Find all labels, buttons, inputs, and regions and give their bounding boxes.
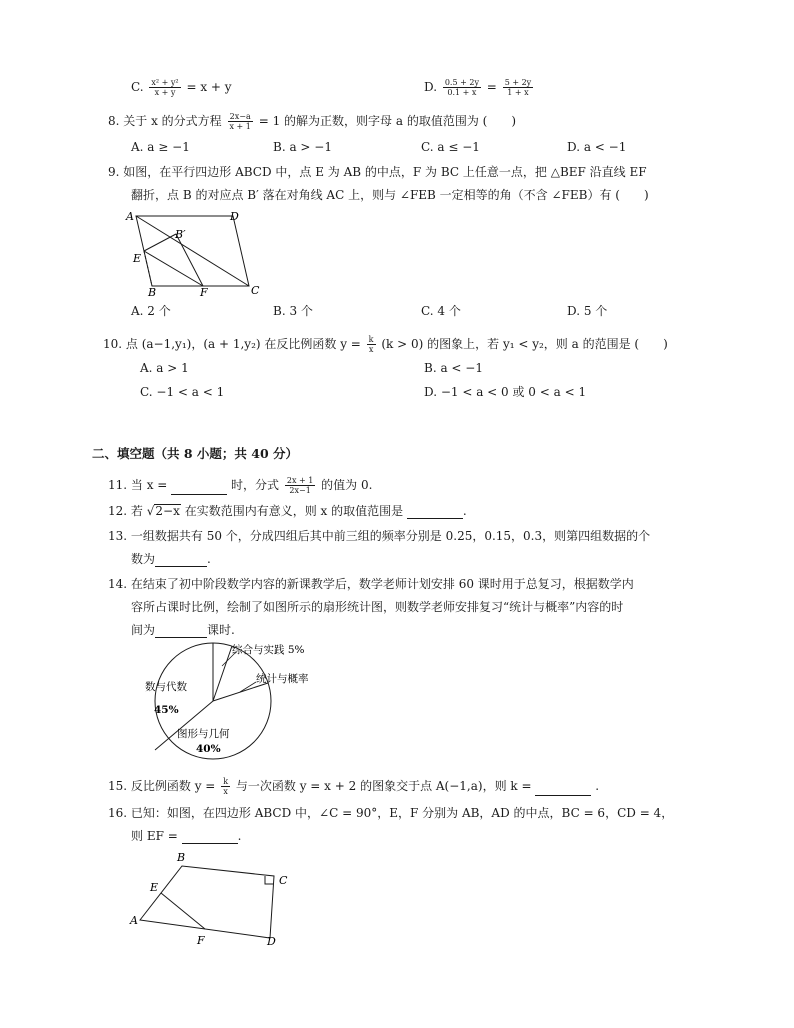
pie-label-stats: 统计与概率 xyxy=(256,673,309,685)
pie-label-algebra: 数与代数 xyxy=(145,681,187,693)
stem-text: 课时. xyxy=(207,623,235,637)
fig-label-f: F xyxy=(200,286,208,298)
denominator: x xyxy=(223,787,228,796)
answer-blank[interactable] xyxy=(535,783,591,796)
fig-label-a: A xyxy=(130,914,138,927)
denominator: x + y xyxy=(154,88,176,97)
fraction xyxy=(221,777,230,796)
stem-text: 间为 xyxy=(131,623,156,637)
answer-blank[interactable] xyxy=(155,625,207,638)
stem-text: . xyxy=(462,504,467,518)
stem-text: 与一次函数 y = x + 2 的图象交于点 A(−1,a)，则 k = xyxy=(235,779,532,793)
denominator: 2x−1 xyxy=(289,486,311,495)
q9-option-b: B. 3 个 xyxy=(273,304,313,318)
answer-blank[interactable] xyxy=(182,831,238,844)
sqrt-symbol: √ xyxy=(146,504,155,518)
fraction xyxy=(285,476,315,495)
fraction xyxy=(149,78,180,97)
stem-text: 时，分式 xyxy=(231,478,280,492)
fig-label-e: E xyxy=(133,252,142,265)
q9-parallelogram-figure xyxy=(118,206,278,298)
fig-label-b-prime: B′ xyxy=(175,228,186,241)
denominator: x + 1 xyxy=(229,122,251,131)
fraction xyxy=(367,335,376,354)
stem-text: 的值为 0. xyxy=(321,478,373,492)
stem-text: 则 EF = xyxy=(131,829,178,843)
fig-label-f: F xyxy=(197,934,205,947)
fraction xyxy=(228,112,253,131)
fig-label-d: D xyxy=(230,210,239,223)
numerator: k xyxy=(368,335,374,344)
fig-label-b: B xyxy=(148,286,157,298)
q10-option-c: C. −1 < a < 1 xyxy=(140,385,225,399)
q9-option-a: A. 2 个 xyxy=(131,304,171,318)
q8-option-c: C. a ≤ −1 xyxy=(421,140,480,154)
pie-pct-algebra: 45% xyxy=(154,704,179,716)
q10-option-a: A. a > 1 xyxy=(140,361,189,375)
fig-label-b: B xyxy=(177,851,186,864)
q10-option-d: D. −1 < a < 0 或 0 < a < 1 xyxy=(424,385,587,399)
fig-label-a: A xyxy=(126,210,134,223)
q12-stem xyxy=(108,503,467,519)
answer-blank[interactable] xyxy=(171,482,227,495)
q8-option-b: B. a > −1 xyxy=(273,140,332,154)
stem-text: 12. 若 xyxy=(108,504,143,518)
stem-text: 数为 xyxy=(131,552,156,566)
sqrt-radicand: 2−x xyxy=(155,504,180,518)
q8-stem xyxy=(108,112,516,131)
fig-label-c: C xyxy=(251,284,260,297)
stem-text: 10. 点 (a−1,y₁)，(a + 1,y₂) 在反比例函数 y = xyxy=(103,337,361,351)
numerator: x² + y² xyxy=(151,78,179,87)
stem-text: 11. 当 x = xyxy=(108,478,168,492)
equals-sign: = xyxy=(486,80,497,94)
numerator: 2x + 1 xyxy=(286,476,314,485)
q10-stem xyxy=(103,335,668,354)
q14-stem-line1: 14. 在结束了初中阶段数学内容的新课教学后，数学老师计划安排 60 课时用于总复习，根据数学内 xyxy=(108,577,634,591)
q15-stem xyxy=(108,777,599,796)
option-label: D. xyxy=(424,80,438,94)
denominator: 0.1 + x xyxy=(447,88,477,97)
right-angle-mark xyxy=(265,876,273,884)
q16-stem-line1: 16. 已知：如图，在四边形 ABCD 中，∠C = 90°，E，F 分别为 AB，AD 的中点，BC = 6，CD = 4， xyxy=(108,806,674,820)
q16-stem-line2 xyxy=(131,828,241,844)
numerator: 2x−a xyxy=(228,112,253,122)
numerator: k xyxy=(223,777,229,786)
q8-option-d: D. a < −1 xyxy=(567,140,627,154)
q9-option-c: C. 4 个 xyxy=(421,304,461,318)
stem-text: (k > 0) 的图象上，若 y₁ < y₂，则 a 的范围是 ( ) xyxy=(381,337,668,351)
fig-label-d: D xyxy=(267,935,276,948)
q11-stem xyxy=(108,476,372,495)
answer-blank[interactable] xyxy=(407,506,463,519)
q9-stem-line1: 9. 如图，在平行四边形 ABCD 中，点 E 为 AB 的中点，F 为 BC 上任意一点，把 △BEF 沿直线 EF xyxy=(108,165,647,179)
option-label: C. xyxy=(131,80,144,94)
q8-option-a: A. a ≥ −1 xyxy=(131,140,190,154)
stem-text: 8. 关于 x 的分式方程 xyxy=(108,114,222,128)
q16-quadrilateral-figure xyxy=(128,848,298,948)
answer-blank[interactable] xyxy=(155,554,207,567)
numerator: 0.5 + 2y xyxy=(444,78,479,87)
q14-pie-chart xyxy=(136,640,346,762)
stem-text: . xyxy=(595,779,600,793)
pie-label-geometry: 图形与几何 xyxy=(177,728,230,740)
fraction xyxy=(443,78,481,97)
stem-text: . xyxy=(237,829,242,843)
q13-stem-line1: 13. 一组数据共有 50 个，分成四组后其中前三组的频率分别是 0.25，0.15，0.3，则第四组数据的个 xyxy=(108,529,651,543)
pie-label-practice: 综合与实践 5% xyxy=(232,644,305,656)
q10-option-b: B. a < −1 xyxy=(424,361,483,375)
quadrilateral xyxy=(140,866,274,938)
q7-option-d xyxy=(424,78,535,97)
q14-stem-line2: 容所占课时比例，绘制了如图所示的扇形统计图，则数学老师安排复习“统计与概率”内容的时 xyxy=(131,600,624,614)
q7-option-c xyxy=(131,78,232,97)
stem-text: . xyxy=(207,552,211,566)
pie-pct-geometry: 40% xyxy=(196,743,221,755)
numerator: 5 + 2y xyxy=(504,78,532,87)
fig-label-c: C xyxy=(279,874,288,887)
denominator: x xyxy=(368,345,374,354)
q14-stem-line3 xyxy=(131,622,235,638)
stem-text: = 1 的解为正数，则字母 a 的取值范围为 ( ) xyxy=(258,114,516,128)
stem-text: 15. 反比例函数 y = xyxy=(108,779,216,793)
section-heading: 二、填空题（共 8 小题；共 40 分） xyxy=(92,446,299,461)
q13-stem-line2 xyxy=(131,551,211,567)
denominator: 1 + x xyxy=(507,88,529,97)
equation-rhs: = x + y xyxy=(186,80,232,94)
fig-label-e: E xyxy=(150,881,159,894)
fraction xyxy=(503,78,534,97)
q9-option-d: D. 5 个 xyxy=(567,304,608,318)
q9-stem-line2: 翻折，点 B 的对应点 B′ 落在对角线 AC 上，则与 ∠FEB 一定相等的角（不含 ∠FEB）有 ( ) xyxy=(131,188,649,202)
stem-text: 在实数范围内有意义，则 x 的取值范围是 xyxy=(184,504,404,518)
